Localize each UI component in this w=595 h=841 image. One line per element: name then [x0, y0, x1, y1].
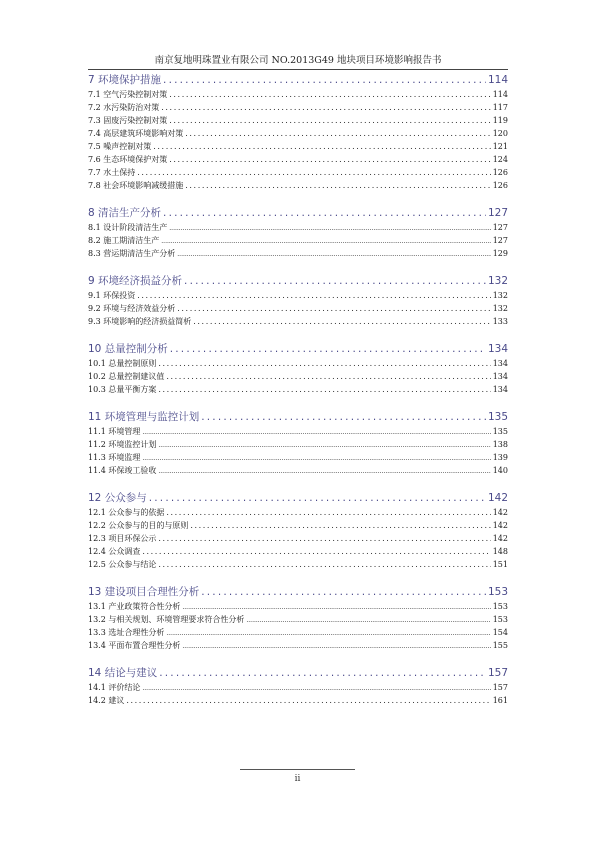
- subsection-page-number: 148: [492, 547, 508, 556]
- toc-subsection-entry[interactable]: [88, 315, 508, 328]
- subsection-title: 7.6 生态环境保护对策: [88, 155, 168, 164]
- toc-section: [88, 409, 508, 490]
- dot-leader: [137, 289, 490, 302]
- dot-leader: [166, 370, 490, 383]
- table-of-contents: [88, 72, 508, 707]
- chapter-page-number: 114: [487, 74, 508, 86]
- toc-subsection-entry[interactable]: [88, 506, 508, 519]
- subsection-page-number: 135: [492, 427, 508, 436]
- subsection-title: 8.2 施工期清洁生产: [88, 236, 160, 245]
- subsection-title: 7.3 固废污染控制对策: [88, 116, 168, 125]
- subsection-title: 14.1 评价结论: [88, 683, 141, 692]
- dot-leader: [246, 614, 490, 626]
- footer-divider: [240, 769, 355, 770]
- subsection-page-number: 153: [492, 602, 508, 611]
- dot-leader: [177, 248, 490, 260]
- toc-section: [88, 72, 508, 205]
- toc-subsection-entry[interactable]: [88, 425, 508, 438]
- toc-chapter-entry[interactable]: [88, 409, 508, 425]
- subsection-page-number: 126: [492, 168, 508, 177]
- dot-leader: [184, 273, 486, 289]
- subsection-title: 11.1 环境管理: [88, 427, 141, 436]
- subsection-page-number: 161: [492, 696, 508, 705]
- chapter-page-number: 127: [487, 207, 508, 219]
- dot-leader: [163, 205, 486, 221]
- subsection-page-number: 155: [492, 641, 508, 650]
- chapter-page-number: 157: [487, 667, 508, 679]
- toc-subsection-entry[interactable]: [88, 88, 508, 101]
- toc-subsection-entry[interactable]: [88, 221, 508, 234]
- subsection-title: 12.4 公众调查: [88, 547, 141, 556]
- subsection-title: 10.1 总量控制原则: [88, 359, 157, 368]
- toc-subsection-entry[interactable]: [88, 600, 508, 613]
- dot-leader: [158, 383, 490, 396]
- subsection-title: 9.2 环境与经济效益分析: [88, 304, 176, 313]
- dot-leader: [185, 179, 490, 192]
- chapter-title: 7 环境保护措施: [88, 74, 162, 86]
- chapter-title: 13 建设项目合理性分析: [88, 586, 200, 598]
- subsection-page-number: 153: [492, 615, 508, 624]
- subsection-title: 7.1 空气污染控制对策: [88, 90, 168, 99]
- subsection-title: 9.3 环境影响的经济损益简析: [88, 317, 192, 326]
- chapter-title: 12 公众参与: [88, 492, 147, 504]
- subsection-page-number: 133: [492, 317, 508, 326]
- toc-chapter-entry[interactable]: [88, 490, 508, 506]
- subsection-page-number: 134: [492, 385, 508, 394]
- subsection-page-number: 142: [492, 521, 508, 530]
- subsection-title: 14.2 建议: [88, 696, 125, 705]
- toc-chapter-entry[interactable]: [88, 665, 508, 681]
- toc-subsection-entry[interactable]: [88, 694, 508, 707]
- toc-subsection-entry[interactable]: [88, 302, 508, 315]
- dot-leader: [142, 452, 490, 464]
- dot-leader: [169, 114, 490, 127]
- subsection-title: 11.2 环境监控计划: [88, 440, 157, 449]
- toc-section: [88, 665, 508, 707]
- dot-leader: [169, 88, 490, 101]
- toc-subsection-entry[interactable]: [88, 626, 508, 639]
- section-spacer: [88, 260, 508, 273]
- toc-subsection-entry[interactable]: [88, 114, 508, 127]
- dot-leader: [126, 694, 490, 707]
- subsection-page-number: 124: [492, 155, 508, 164]
- dot-leader: [169, 222, 490, 234]
- dot-leader: [169, 153, 490, 166]
- subsection-title: 7.5 噪声控制对策: [88, 142, 152, 151]
- subsection-page-number: 127: [492, 223, 508, 232]
- subsection-page-number: 142: [492, 534, 508, 543]
- subsection-page-number: 121: [492, 142, 508, 151]
- subsection-page-number: 154: [492, 628, 508, 637]
- toc-subsection-entry[interactable]: [88, 247, 508, 260]
- dot-leader: [201, 409, 486, 425]
- subsection-title: 12.5 公众参与结论: [88, 560, 157, 569]
- section-spacer: [88, 328, 508, 341]
- subsection-page-number: 119: [492, 116, 508, 125]
- subsection-title: 9.1 环保投资: [88, 291, 136, 300]
- subsection-title: 8.1 设计阶段清洁生产: [88, 223, 168, 232]
- subsection-title: 11.4 环保竣工验收: [88, 466, 157, 475]
- dot-leader: [185, 127, 490, 140]
- subsection-title: 7.4 高层建筑环境影响对策: [88, 129, 184, 138]
- chapter-page-number: 142: [487, 492, 508, 504]
- toc-subsection-entry[interactable]: [88, 451, 508, 464]
- page-number: ii: [294, 774, 301, 784]
- section-spacer: [88, 396, 508, 409]
- chapter-page-number: 134: [487, 343, 508, 355]
- subsection-page-number: 151: [492, 560, 508, 569]
- toc-section: [88, 341, 508, 409]
- subsection-page-number: 134: [492, 372, 508, 381]
- toc-subsection-entry[interactable]: [88, 179, 508, 192]
- toc-subsection-entry[interactable]: [88, 545, 508, 558]
- toc-subsection-entry[interactable]: [88, 166, 508, 179]
- toc-subsection-entry[interactable]: [88, 639, 508, 652]
- toc-section: [88, 584, 508, 665]
- subsection-title: 12.2 公众参与的目的与原则: [88, 521, 189, 530]
- subsection-page-number: 114: [492, 90, 508, 99]
- toc-chapter-entry[interactable]: [88, 72, 508, 88]
- toc-chapter-entry[interactable]: [88, 584, 508, 600]
- subsection-title: 13.2 与相关规划、环境管理要求符合性分析: [88, 615, 245, 624]
- dot-leader: [190, 519, 490, 532]
- section-spacer: [88, 192, 508, 205]
- dot-leader: [201, 584, 486, 600]
- toc-subsection-entry[interactable]: [88, 153, 508, 166]
- dot-leader: [161, 235, 490, 247]
- dot-leader: [166, 506, 490, 519]
- subsection-page-number: 140: [492, 466, 508, 475]
- dot-leader: [170, 341, 486, 357]
- dot-leader: [142, 682, 490, 694]
- subsection-page-number: 134: [492, 359, 508, 368]
- toc-subsection-entry[interactable]: [88, 464, 508, 477]
- subsection-title: 10.2 总量控制建议值: [88, 372, 165, 381]
- dot-leader: [137, 166, 490, 179]
- dot-leader: [161, 101, 490, 114]
- toc-subsection-entry[interactable]: [88, 101, 508, 114]
- dot-leader: [182, 601, 490, 613]
- section-spacer: [88, 477, 508, 490]
- toc-subsection-entry[interactable]: [88, 289, 508, 302]
- dot-leader: [182, 640, 490, 652]
- toc-subsection-entry[interactable]: [88, 140, 508, 153]
- toc-subsection-entry[interactable]: [88, 357, 508, 370]
- chapter-title: 14 结论与建议: [88, 667, 158, 679]
- subsection-title: 13.3 选址合理性分析: [88, 628, 165, 637]
- subsection-page-number: 138: [492, 440, 508, 449]
- chapter-page-number: 132: [487, 275, 508, 287]
- toc-chapter-entry[interactable]: [88, 273, 508, 289]
- subsection-title: 7.8 社会环境影响减缓措施: [88, 181, 184, 190]
- subsection-page-number: 127: [492, 236, 508, 245]
- toc-subsection-entry[interactable]: [88, 127, 508, 140]
- subsection-page-number: 132: [492, 291, 508, 300]
- toc-subsection-entry[interactable]: [88, 681, 508, 694]
- subsection-title: 8.3 营运期清洁生产分析: [88, 249, 176, 258]
- section-spacer: [88, 652, 508, 665]
- toc-chapter-entry[interactable]: [88, 205, 508, 221]
- dot-leader: [153, 140, 490, 153]
- toc-section: [88, 205, 508, 273]
- subsection-title: 13.1 产业政策符合性分析: [88, 602, 181, 611]
- toc-subsection-entry[interactable]: [88, 234, 508, 247]
- subsection-page-number: 117: [492, 103, 508, 112]
- dot-leader: [142, 426, 490, 438]
- subsection-page-number: 129: [492, 249, 508, 258]
- dot-leader: [177, 302, 490, 315]
- toc-subsection-entry[interactable]: [88, 532, 508, 545]
- toc-section: [88, 273, 508, 341]
- subsection-title: 7.7 水土保持: [88, 168, 136, 177]
- chapter-title: 11 环境管理与监控计划: [88, 411, 200, 423]
- subsection-title: 7.2 水污染防治对策: [88, 103, 160, 112]
- dot-leader: [158, 558, 490, 571]
- dot-leader: [158, 465, 490, 477]
- subsection-title: 12.1 公众参与的依据: [88, 508, 165, 517]
- dot-leader: [158, 532, 490, 545]
- section-spacer: [88, 571, 508, 584]
- dot-leader: [158, 357, 490, 370]
- chapter-page-number: 153: [487, 586, 508, 598]
- dot-leader: [142, 545, 490, 558]
- subsection-title: 10.3 总量平衡方案: [88, 385, 157, 394]
- dot-leader: [166, 627, 490, 639]
- subsection-page-number: 139: [492, 453, 508, 462]
- subsection-title: 13.4 平面布置合理性分析: [88, 641, 181, 650]
- toc-subsection-entry[interactable]: [88, 519, 508, 532]
- toc-subsection-entry[interactable]: [88, 438, 508, 451]
- toc-subsection-entry[interactable]: [88, 370, 508, 383]
- subsection-page-number: 120: [492, 129, 508, 138]
- subsection-page-number: 157: [492, 683, 508, 692]
- subsection-page-number: 126: [492, 181, 508, 190]
- subsection-page-number: 142: [492, 508, 508, 517]
- dot-leader: [163, 72, 486, 88]
- subsection-title: 12.3 项目环保公示: [88, 534, 157, 543]
- toc-subsection-entry[interactable]: [88, 383, 508, 396]
- chapter-page-number: 135: [487, 411, 508, 423]
- toc-subsection-entry[interactable]: [88, 613, 508, 626]
- page-header: 南京复地明珠置业有限公司 NO.2013G49 地块项目环境影响报告书: [88, 52, 508, 70]
- toc-section: [88, 490, 508, 584]
- chapter-title: 10 总量控制分析: [88, 343, 168, 355]
- dot-leader: [159, 665, 486, 681]
- subsection-title: 11.3 环境监理: [88, 453, 141, 462]
- chapter-title: 9 环境经济损益分析: [88, 275, 183, 287]
- chapter-title: 8 清洁生产分析: [88, 207, 162, 219]
- dot-leader: [158, 439, 490, 451]
- dot-leader: [149, 490, 486, 506]
- toc-chapter-entry[interactable]: [88, 341, 508, 357]
- toc-subsection-entry[interactable]: [88, 558, 508, 571]
- dot-leader: [193, 315, 490, 328]
- subsection-page-number: 132: [492, 304, 508, 313]
